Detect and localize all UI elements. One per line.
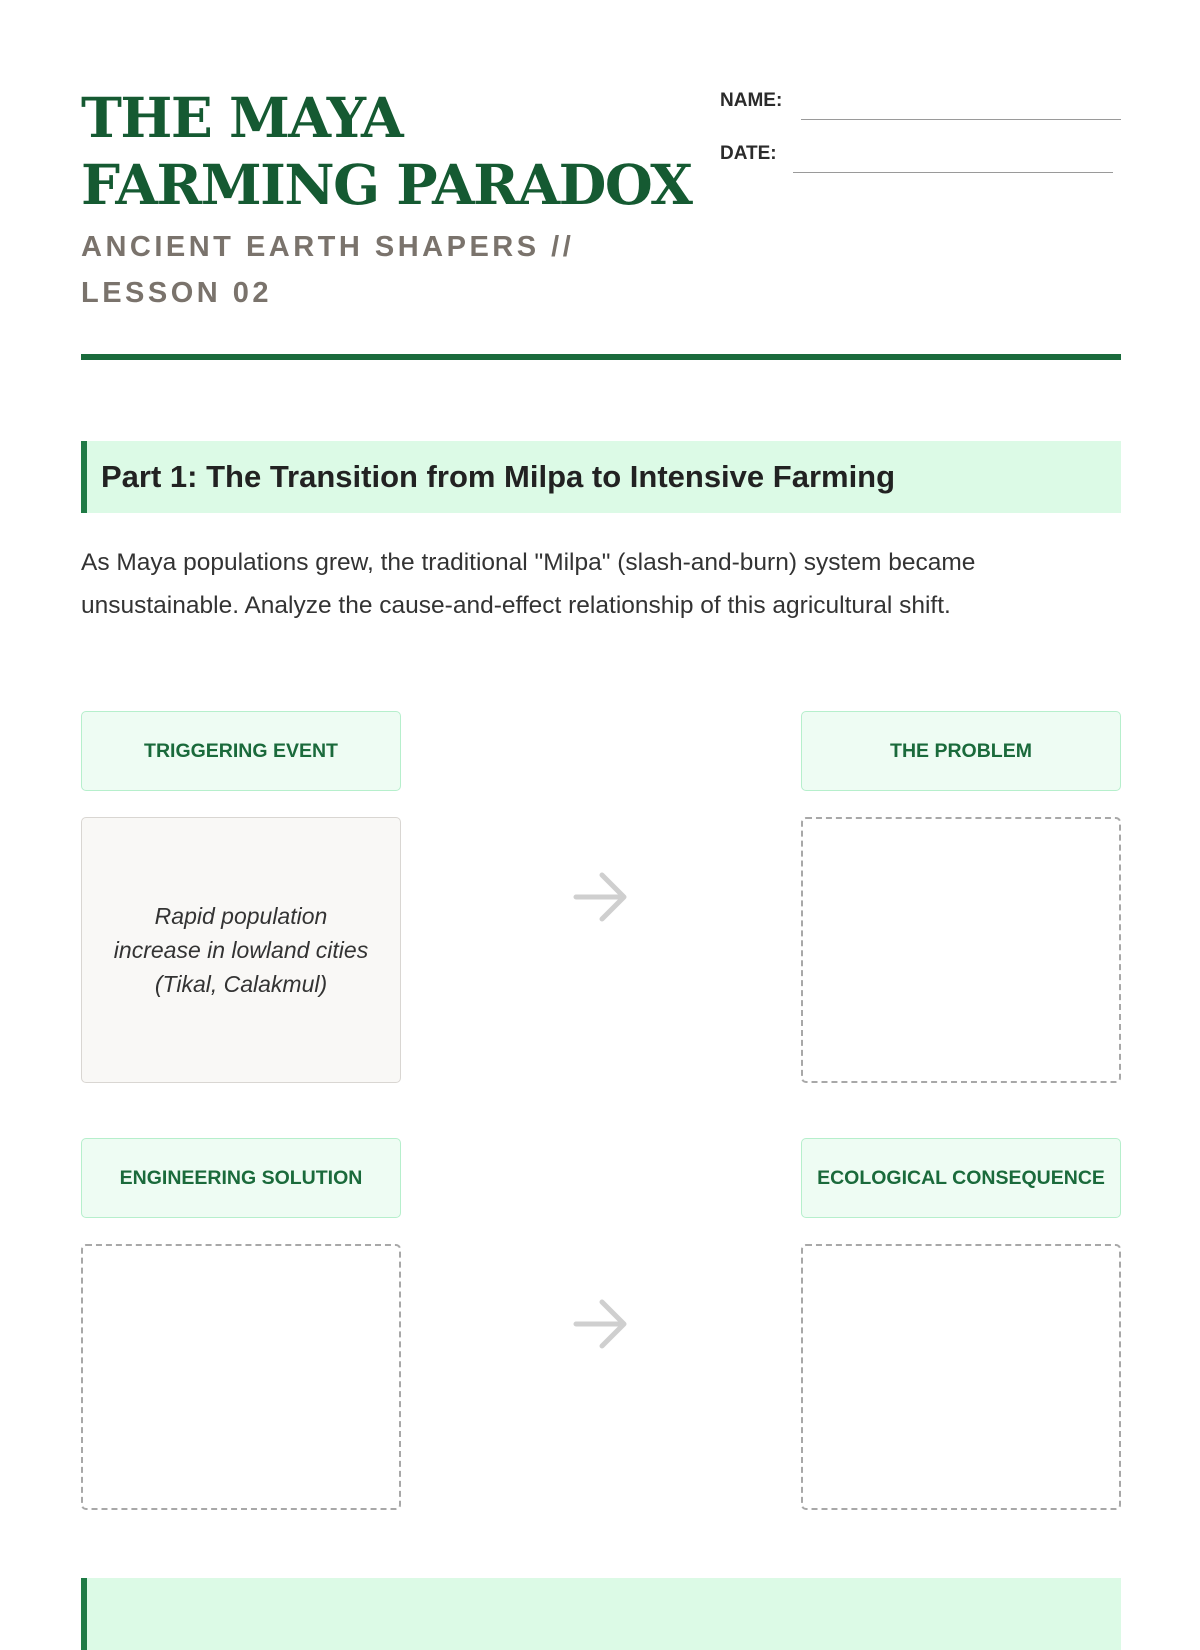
header-divider xyxy=(81,354,1121,360)
part1-heading: Part 1: The Transition from Milpa to Intensive Farming xyxy=(101,459,896,494)
arrow-right-icon xyxy=(571,867,631,927)
date-input-line[interactable] xyxy=(793,172,1113,173)
triggering-event-label: TRIGGERING EVENT xyxy=(81,711,401,791)
worksheet-title: THE MAYA FARMING PARADOX xyxy=(81,85,692,217)
part1-intro-text: As Maya populations grew, the traditional "Milpa" (slash-and-burn) system became unsustainable. Analyze the cause-and-effect relationship of this agricultural shift. xyxy=(81,549,976,619)
ecological-consequence-label: ECOLOGICAL CONSEQUENCE xyxy=(801,1138,1121,1218)
part1-heading-bar xyxy=(81,441,1121,513)
worksheet-subtitle: ANCIENT EARTH SHAPERS // LESSON 02 xyxy=(81,231,575,309)
name-field xyxy=(720,86,1121,126)
part2-heading-bar xyxy=(81,1578,1121,1650)
worksheet-page xyxy=(81,0,1121,1600)
name-label: NAME: xyxy=(720,90,783,111)
arrow-right-icon xyxy=(571,1294,631,1354)
engineering-solution-answer-box[interactable] xyxy=(81,1244,401,1510)
date-label: DATE: xyxy=(720,143,777,164)
date-field xyxy=(720,139,1121,179)
worksheet-header xyxy=(81,80,1121,360)
engineering-solution-label: ENGINEERING SOLUTION xyxy=(81,1138,401,1218)
ecological-consequence-answer-box[interactable] xyxy=(801,1244,1121,1510)
the-problem-label: THE PROBLEM xyxy=(801,711,1121,791)
name-input-line[interactable] xyxy=(801,119,1121,120)
triggering-event-text: Rapid population increase in lowland cities (Tikal, Calakmul) xyxy=(113,903,369,997)
the-problem-answer-box[interactable] xyxy=(801,817,1121,1083)
triggering-event-box xyxy=(81,817,401,1083)
